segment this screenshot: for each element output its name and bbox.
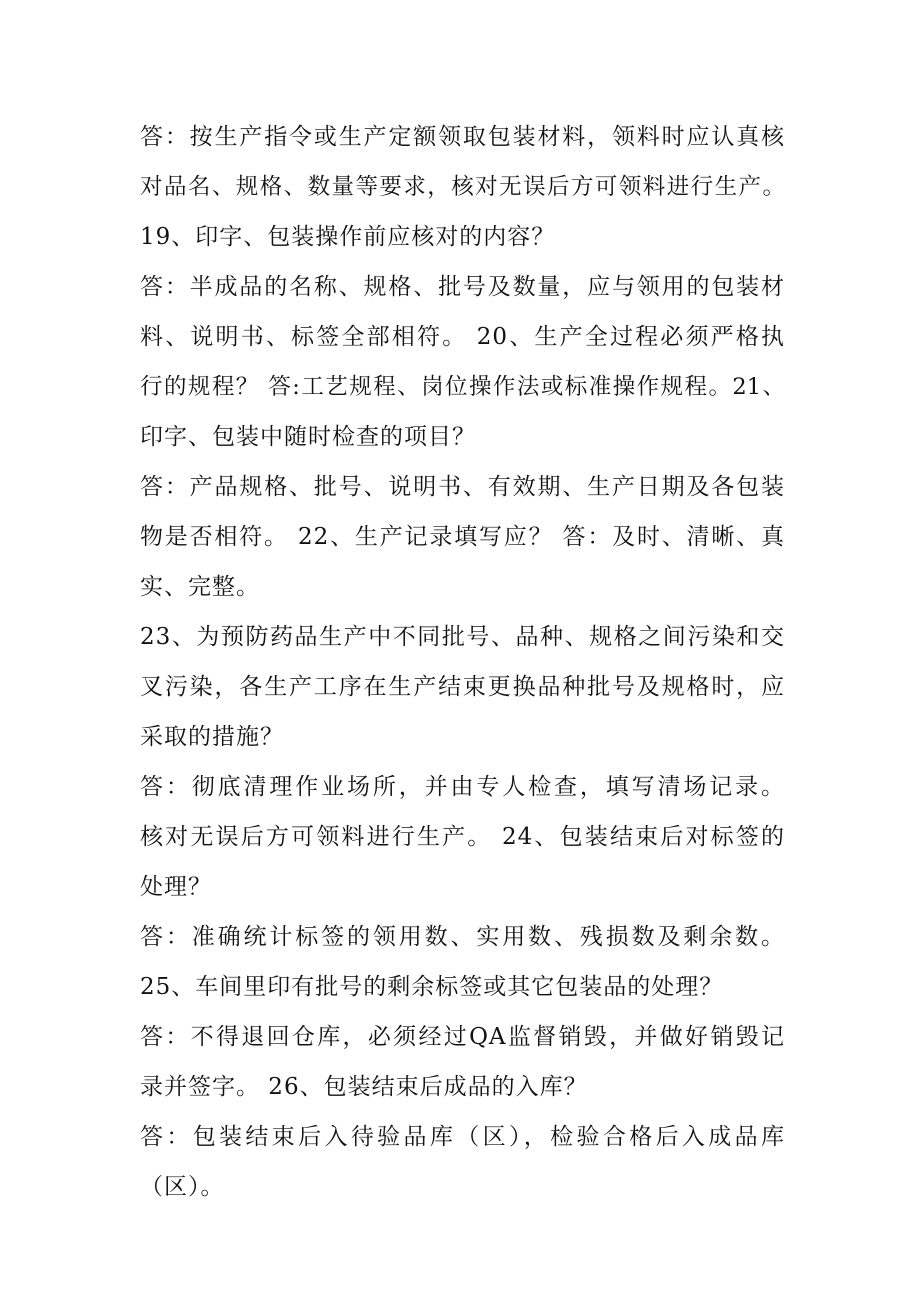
document-body [140,112,785,1212]
text-line-14: 答：彻底清理作业场所，并由专人检查，填写清场记录。 [140,774,785,800]
text-line-6: 行的规程？ 答:工艺规程、岗位操作法或标准操作规程。21、 [140,374,785,400]
text-line-10: 实、完整。 [140,574,260,600]
text-line-1: 答：按生产指令或生产定额领取包装材料，领料时应认真核 [140,124,785,150]
text-line-21: 答：包装结束后入待验品库（区），检验合格后入成品库 [140,1124,785,1150]
text-line-11: 23、为预防药品生产中不同批号、品种、规格之间污染和交 [140,624,785,650]
text-line-20: 录并签字。 26、包装结束后成品的入库？ [140,1074,588,1100]
text-line-22: （区）。 [140,1174,225,1200]
text-line-4: 答：半成品的名称、规格、批号及数量，应与领用的包装材 [140,274,785,300]
text-line-8: 答：产品规格、批号、说明书、有效期、生产日期及各包装 [140,474,785,500]
text-line-16: 处理？ [140,874,212,900]
text-line-5: 料、说明书、标签全部相符。 20、生产全过程必须严格执 [140,324,785,350]
text-line-18: 25、车间里印有批号的剩余标签或其它包装品的处理？ [140,974,724,1000]
text-line-13: 采取的措施？ [140,724,284,750]
text-line-3: 19、印字、包装操作前应核对的内容？ [140,224,556,250]
text-line-9: 物是否相符。 22、生产记录填写应？ 答：及时、清晰、真 [140,524,785,550]
text-line-12: 叉污染，各生产工序在生产结束更换品种批号及规格时，应 [140,674,785,700]
text-line-7: 印字、包装中随时检查的项目？ [140,424,476,450]
text-line-17: 答：准确统计标签的领用数、实用数、残损数及剩余数。 [140,924,785,950]
text-line-15: 核对无误后方可领料进行生产。 24、包装结束后对标签的 [140,824,785,850]
text-line-2: 对品名、规格、数量等要求，核对无误后方可领料进行生产。 [140,174,785,200]
text-line-19: 答：不得退回仓库，必须经过QA监督销毁，并做好销毁记 [140,1024,785,1050]
